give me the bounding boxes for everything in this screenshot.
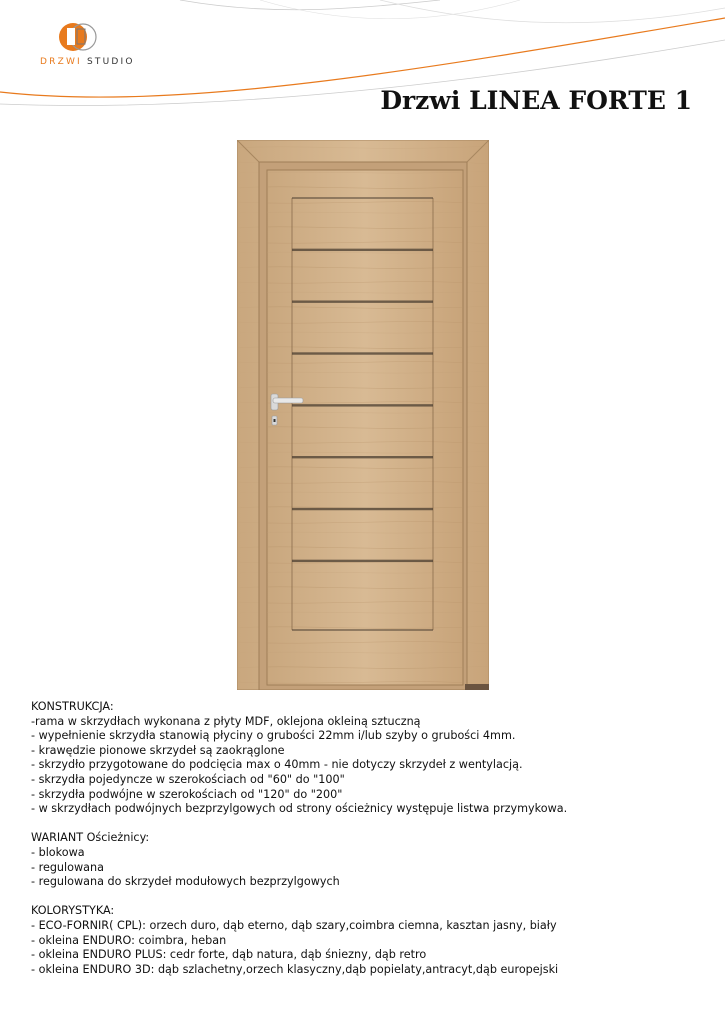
spec-section: [31, 831, 711, 889]
brand-logo: [40, 20, 140, 70]
spec-item: - okleina ENDURO: coimbra, heban: [31, 933, 227, 947]
door-groove: [292, 249, 433, 251]
brand-name-part1: DRZWI: [40, 57, 82, 67]
door-groove: [292, 404, 433, 406]
door-groove: [292, 456, 433, 458]
spec-section-heading: KONSTRUKCJA:: [31, 700, 114, 713]
spec-item: -rama w skrzydłach wykonana z płyty MDF, oklejona okleiną sztuczną: [31, 714, 421, 728]
door-groove: [292, 508, 433, 510]
spec-item: - blokowa: [31, 845, 85, 859]
spec-item: - w skrzydłach podwójnych bezprzylgowych od strony ościeżnicy występuje listwa przymykowa.: [31, 802, 568, 816]
brand-name: [40, 57, 140, 67]
door-groove: [292, 300, 433, 302]
spec-item: - okleina ENDURO PLUS: cedr forte, dąb natura, dąb śniezny, dąb retro: [31, 948, 427, 962]
spec-item: - ECO-FORNIR( CPL): orzech duro, dąb eterno, dąb szary,coimbra ciemna, kasztan jasny, biały: [31, 918, 557, 932]
door-illustration: [237, 140, 489, 690]
specifications: [31, 700, 711, 992]
door-logo-icon: [58, 20, 98, 54]
spec-section-heading: KOLORYSTYKA:: [31, 904, 115, 918]
spec-item: - regulowana: [31, 860, 104, 874]
brand-name-part2: STUDIO: [86, 57, 135, 67]
spec-section: [31, 700, 711, 817]
spec-section-heading: WARIANT Ościeżnicy:: [31, 831, 150, 845]
door-leaf: [267, 170, 463, 685]
spec-item: - wypełnienie skrzydła stanowią płyciny o grubości 22mm i/lub szyby o grubości 4mm.: [31, 729, 516, 743]
spec-item: - skrzydła podwójne w szerokościach od "120" do "200": [31, 787, 343, 801]
spec-item: - regulowana do skrzydeł modułowych bezprzylgowych: [31, 875, 340, 889]
door-groove: [292, 352, 433, 354]
door-groove: [292, 560, 433, 562]
page-title: Drzwi LINEA FORTE 1: [380, 86, 692, 115]
spec-item: - okleina ENDURO 3D: dąb szlachetny,orzech klasyczny,dąb popielaty,antracyt,dąb europejski: [31, 962, 559, 976]
key-lock-icon: [272, 416, 277, 425]
spec-item: - krawędzie pionowe skrzydeł są zaokrąglone: [31, 743, 285, 757]
spec-section: [31, 904, 711, 977]
spec-item: - skrzydła pojedyncze w szerokościach od "60" do "100": [31, 772, 345, 786]
spec-item: - skrzydło przygotowane do podcięcia max o 40mm - nie dotyczy skrzydeł z wentylacją.: [31, 758, 523, 772]
